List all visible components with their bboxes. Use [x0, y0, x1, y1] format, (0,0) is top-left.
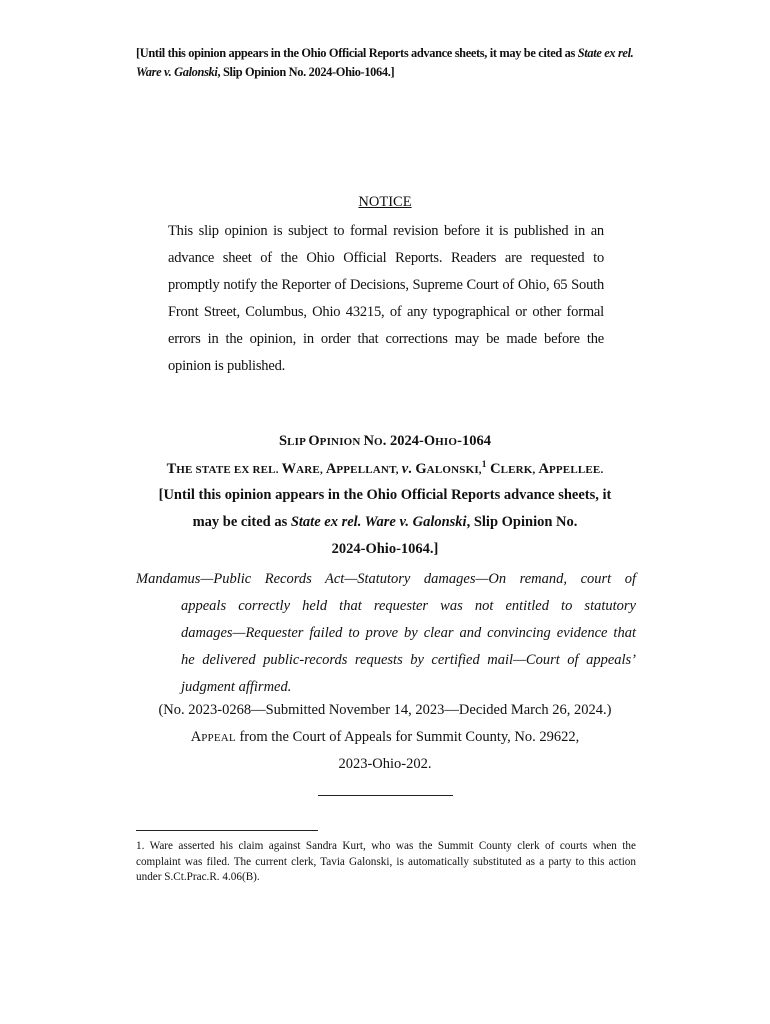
syllabus-line: judgment affirmed.: [181, 679, 292, 695]
syllabus-line: he delivered public-records requests by certified mail—Court of appeals’: [181, 652, 636, 668]
appeal-info: APPEAL from the Court of Appeals for Summit County, No. 29622,: [190, 729, 580, 745]
case-parties: THE STATE EX REL. WARE, APPELLANT, v. GALONSKI,$^1$ CLERK, APPELLEE.: [166, 460, 604, 477]
syllabus-line: Mandamus—Public Records Act—Statutory damages—On remand, court of: [136, 571, 636, 587]
citation-header-note: [136, 44, 641, 82]
header-note-suffix: , Slip Opinion No. 2024-Ohio-1064.]: [217, 65, 395, 79]
syllabus: [136, 566, 636, 701]
footnote-divider: [136, 830, 318, 831]
footnote-marker: 1: [481, 460, 487, 470]
header-note-prefix: [Until this opinion appears in the Ohio Official Reports advance sheets, it may be cited as: [136, 46, 578, 60]
header-note-cite: State ex rel. Ware v. Galonski: [136, 46, 634, 79]
appeal-cite: 2023-Ohio-202.: [338, 756, 432, 772]
notice-body: This slip opinion is subject to formal revision before it is published in an advance sheet of the Ohio Official Reports. Readers are requested to promptly notify the Reporter of Decisions, Supreme Court of Ohio, 65 South Front Street, Columbus, Ohio 43215, of any typographical or other formal errors in the opinion, in order that corrections may be made before the opinion is published.: [168, 223, 604, 374]
docket-info: (No. 2023-0268—Submitted November 14, 2023—Decided March 26, 2024.): [158, 702, 612, 718]
cite-line-2: may be cited as State ex rel. Ware v. Galonski, Slip Opinion No.: [192, 514, 578, 530]
cite-line-1: [Until this opinion appears in the Ohio Official Reports advance sheets, it: [158, 487, 612, 503]
notice-title: NOTICE: [358, 194, 412, 210]
syllabus-line: damages—Requester failed to prove by clear and convincing evidence that: [181, 625, 636, 641]
cite-line-3: 2024-Ohio-1064.]: [331, 541, 439, 557]
footnote-1: 1. Ware asserted his claim against Sandra Kurt, who was the Summit County clerk of courts when the complaint was filed. The current clerk, Tavia Galonski, is automatically substituted as a party to this action under S.Ct.Prac.R. 4.06(B).: [136, 840, 636, 883]
slip-opinion-number: SLIP OPINION NO. 2024-OHIO-1064: [279, 433, 491, 449]
syllabus-line: appeals correctly held that requester was not entitled to statutory: [181, 598, 636, 614]
section-divider: [318, 795, 453, 796]
